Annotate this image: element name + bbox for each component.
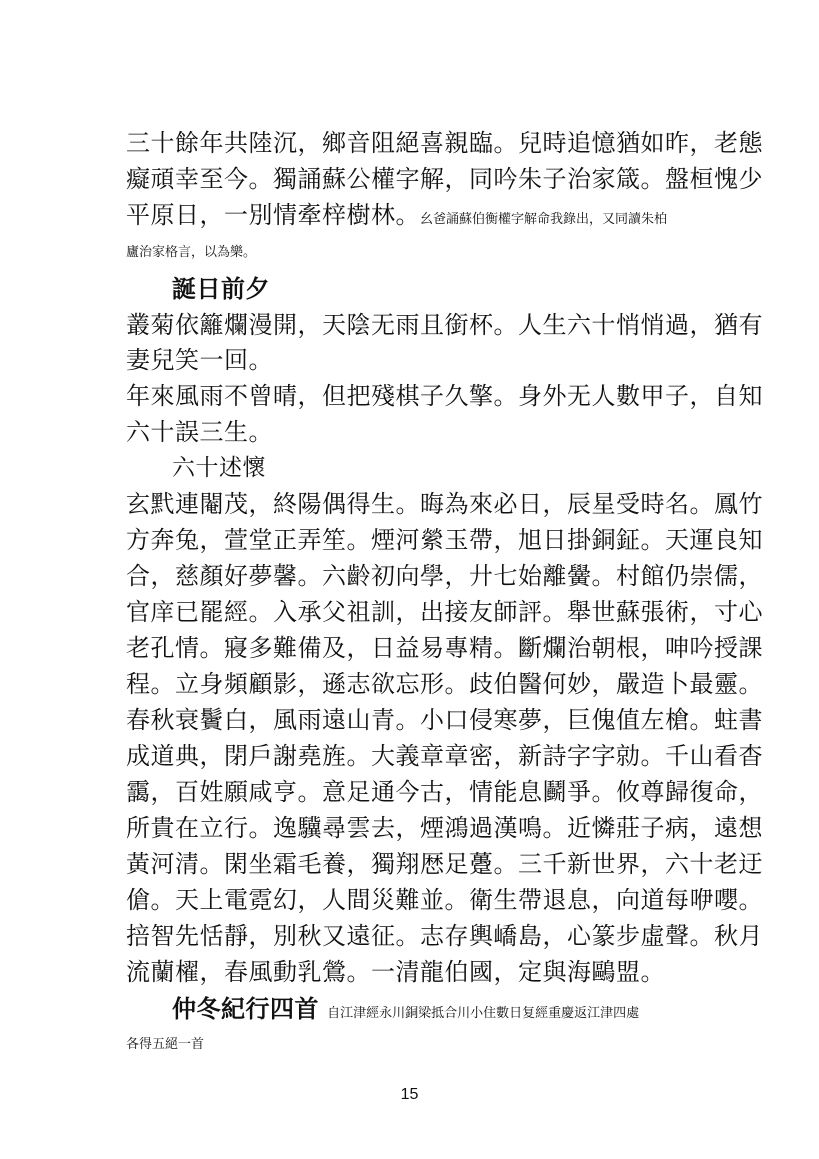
poem-line: 成道典，閉戶謝堯旌。大義章章密，新詩字字勍。千山看杳: [126, 742, 763, 770]
poem-note: 自江津經永川銅梁抵合川小住數日复經重慶返江津四處: [327, 1006, 640, 1021]
poem-line: 黃河清。閑坐霜毛養，獨翔厯足躉。三千新世界，六十老迂: [126, 850, 763, 878]
poem-line: 官庠已罷經。入承父祖訓，出接友師評。舉世蘇張術，寸心: [126, 598, 763, 626]
poem-line: 流蘭櫂，春風動乳鶯。一清龍伯國，定與海鷗盟。: [126, 958, 665, 986]
poem-line: 妻兒笑一回。: [126, 346, 273, 374]
poem-line: 老孔情。寢多難備及，日益易專精。斷爛治朝根，呻吟授課: [126, 634, 763, 662]
poem-line: 靄，百姓願咸亨。意足通今古，情能息鬬爭。攸尊歸復命，: [126, 778, 763, 806]
poem-note-continued: 廬治家格言，以為樂。: [126, 245, 257, 260]
poem-line: 玄黓連閹茂，終陽偶得生。晦為來必日，辰星受時名。鳳竹: [126, 490, 763, 518]
poem-title-row: [172, 994, 639, 1029]
poem-note: 幺爸誦蘇伯衡權字解命我錄出，又同讀朱柏: [420, 212, 668, 227]
poem-line: 癡頑幸至今。獨誦蘇公權字解，同吟朱子治家箴。盤桓愧少: [126, 165, 763, 193]
poem-title: 六十述懷: [172, 455, 266, 481]
poem-title: 誕日前夕: [172, 275, 270, 303]
poem-line: 年來風雨不曾晴，但把殘棋子久擎。身外无人數甲子，自知: [126, 382, 763, 410]
poem-title: 仲冬紀行四首: [172, 995, 319, 1023]
poem-line: 三十餘年共陸沉，鄉音阻絕喜親臨。兒時追憶猶如昨，老態: [126, 129, 763, 157]
poem-text: 平原日，一別情牽梓樹林。: [126, 201, 420, 229]
poem-line: 六十誤三生。: [126, 418, 273, 446]
poem-line: 春秋衰鬢白，風雨遠山青。小口侵寒夢，巨傀值左槍。蛀書: [126, 706, 763, 734]
poem-line: 叢菊依籬爛漫開，天陰无雨且銜杯。人生六十悄悄過，猶有: [126, 311, 763, 339]
poem-line: 合，慈顏好夢馨。六齡初向學，廾七始離黌。村館仍崇儒，: [126, 562, 763, 590]
poem-line: [126, 200, 667, 235]
poem-line: 所貴在立行。逸驥尋雲去，煙鴻過漢鳴。近憐莊子病，遠想: [126, 814, 763, 842]
poem-note-continued: 各得五絕一首: [126, 1037, 205, 1052]
poem-line: 傖。天上電霓幻，人間災難並。衛生帶退息，向道每咿嚶。: [126, 886, 763, 914]
page-number: 15: [400, 1086, 419, 1103]
poem-line: 方奔兔，萱堂正弄笙。煙河縈玉帶，旭日掛銅鉦。天運良知: [126, 526, 763, 554]
poem-line: 掊智先恬靜，別秋又遠征。志存輿嶠島，心篆步虛聲。秋月: [126, 922, 763, 950]
poem-line: 程。立身頻顧影，遜志欲忘形。歧伯醫何妙，嚴造卜最靈。: [126, 670, 763, 698]
